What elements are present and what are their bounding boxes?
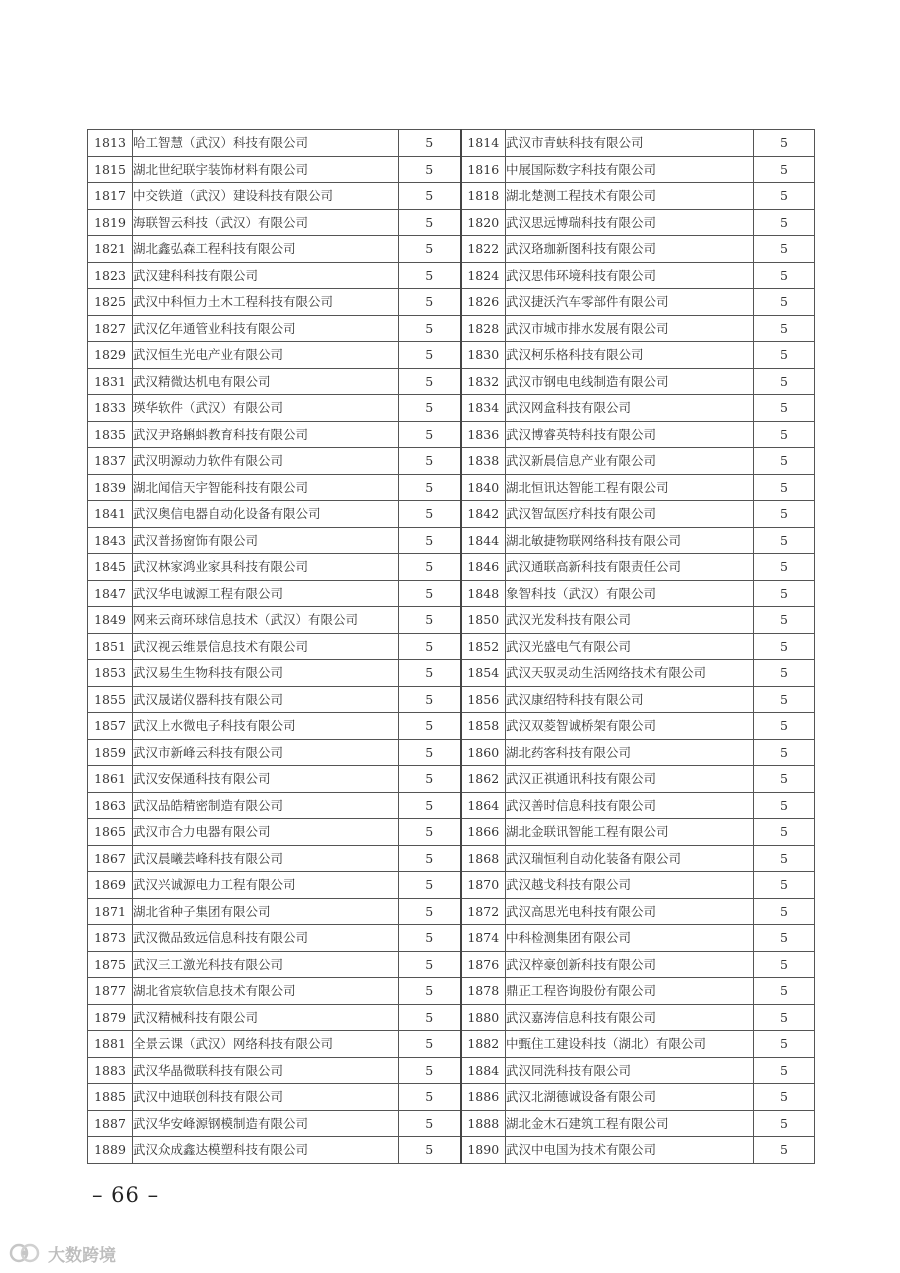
watermark-logo-icon [8, 1242, 42, 1264]
table-row [88, 342, 815, 369]
left-serial-number-cell: 1879 [88, 1004, 133, 1031]
left-company-name-cell: 武汉建科科技有限公司 [133, 262, 399, 289]
right-score-cell: 5 [754, 660, 815, 687]
right-score-cell: 5 [754, 501, 815, 528]
left-company-name-cell: 全景云课（武汉）网络科技有限公司 [133, 1031, 399, 1058]
right-company-name-cell: 武汉瑞恒利自动化装备有限公司 [506, 845, 754, 872]
right-serial-number-cell: 1816 [461, 156, 506, 183]
left-score-cell: 5 [399, 633, 461, 660]
company-table [87, 129, 815, 1164]
right-company-name-cell: 武汉珞珈新图科技有限公司 [506, 236, 754, 263]
watermark-text: 大数跨境 [48, 1245, 116, 1266]
left-company-name-cell: 武汉奥信电器自动化设备有限公司 [133, 501, 399, 528]
left-score-cell: 5 [399, 819, 461, 846]
right-score-cell: 5 [754, 395, 815, 422]
right-score-cell: 5 [754, 1057, 815, 1084]
table-row [88, 713, 815, 740]
left-score-cell: 5 [399, 315, 461, 342]
left-company-name-cell: 武汉明源动力软件有限公司 [133, 448, 399, 475]
left-serial-number-cell: 1851 [88, 633, 133, 660]
right-serial-number-cell: 1860 [461, 739, 506, 766]
table-row [88, 898, 815, 925]
left-serial-number-cell: 1835 [88, 421, 133, 448]
right-score-cell: 5 [754, 183, 815, 210]
right-score-cell: 5 [754, 792, 815, 819]
table-row [88, 209, 815, 236]
left-score-cell: 5 [399, 686, 461, 713]
right-serial-number-cell: 1852 [461, 633, 506, 660]
right-company-name-cell: 中展国际数字科技有限公司 [506, 156, 754, 183]
right-serial-number-cell: 1886 [461, 1084, 506, 1111]
left-serial-number-cell: 1847 [88, 580, 133, 607]
left-score-cell: 5 [399, 474, 461, 501]
left-company-name-cell: 瑛华软件（武汉）有限公司 [133, 395, 399, 422]
left-serial-number-cell: 1819 [88, 209, 133, 236]
left-company-name-cell: 武汉恒生光电产业有限公司 [133, 342, 399, 369]
left-company-name-cell: 中交铁道（武汉）建设科技有限公司 [133, 183, 399, 210]
left-company-name-cell: 武汉华电诚源工程有限公司 [133, 580, 399, 607]
left-company-name-cell: 武汉视云维景信息技术有限公司 [133, 633, 399, 660]
right-score-cell: 5 [754, 580, 815, 607]
left-company-name-cell: 武汉尹珞蝌蚪教育科技有限公司 [133, 421, 399, 448]
left-score-cell: 5 [399, 130, 461, 157]
right-score-cell: 5 [754, 978, 815, 1005]
left-serial-number-cell: 1863 [88, 792, 133, 819]
left-serial-number-cell: 1843 [88, 527, 133, 554]
left-company-name-cell: 湖北省种子集团有限公司 [133, 898, 399, 925]
right-score-cell: 5 [754, 209, 815, 236]
left-serial-number-cell: 1871 [88, 898, 133, 925]
right-company-name-cell: 武汉善时信息科技有限公司 [506, 792, 754, 819]
left-score-cell: 5 [399, 448, 461, 475]
right-company-name-cell: 武汉网盒科技有限公司 [506, 395, 754, 422]
right-company-name-cell: 武汉正祺通讯科技有限公司 [506, 766, 754, 793]
right-serial-number-cell: 1838 [461, 448, 506, 475]
right-company-name-cell: 武汉同洗科技有限公司 [506, 1057, 754, 1084]
table-row [88, 1004, 815, 1031]
left-score-cell: 5 [399, 236, 461, 263]
right-score-cell: 5 [754, 1110, 815, 1137]
left-score-cell: 5 [399, 925, 461, 952]
table-row [88, 925, 815, 952]
right-company-name-cell: 武汉光发科技有限公司 [506, 607, 754, 634]
right-score-cell: 5 [754, 315, 815, 342]
table-row [88, 872, 815, 899]
right-company-name-cell: 武汉越戈科技有限公司 [506, 872, 754, 899]
left-company-name-cell: 湖北闻信天宇智能科技有限公司 [133, 474, 399, 501]
table-row [88, 527, 815, 554]
right-company-name-cell: 中科检测集团有限公司 [506, 925, 754, 952]
right-company-name-cell: 湖北恒讯达智能工程有限公司 [506, 474, 754, 501]
table-row [88, 766, 815, 793]
left-company-name-cell: 湖北鑫弘森工程科技有限公司 [133, 236, 399, 263]
table-row [88, 978, 815, 1005]
left-serial-number-cell: 1857 [88, 713, 133, 740]
table-row [88, 633, 815, 660]
right-score-cell: 5 [754, 872, 815, 899]
table-row [88, 1084, 815, 1111]
right-serial-number-cell: 1868 [461, 845, 506, 872]
right-score-cell: 5 [754, 421, 815, 448]
right-company-name-cell: 武汉通联高新科技有限责任公司 [506, 554, 754, 581]
right-serial-number-cell: 1858 [461, 713, 506, 740]
right-company-name-cell: 武汉光盛电气有限公司 [506, 633, 754, 660]
right-serial-number-cell: 1824 [461, 262, 506, 289]
table-row [88, 315, 815, 342]
right-serial-number-cell: 1880 [461, 1004, 506, 1031]
right-score-cell: 5 [754, 819, 815, 846]
right-serial-number-cell: 1846 [461, 554, 506, 581]
left-company-name-cell: 武汉三工激光科技有限公司 [133, 951, 399, 978]
right-serial-number-cell: 1836 [461, 421, 506, 448]
right-score-cell: 5 [754, 607, 815, 634]
right-score-cell: 5 [754, 1084, 815, 1111]
left-score-cell: 5 [399, 607, 461, 634]
left-score-cell: 5 [399, 660, 461, 687]
right-serial-number-cell: 1830 [461, 342, 506, 369]
left-score-cell: 5 [399, 739, 461, 766]
left-score-cell: 5 [399, 395, 461, 422]
left-company-name-cell: 武汉上水微电子科技有限公司 [133, 713, 399, 740]
left-company-name-cell: 武汉安保通科技有限公司 [133, 766, 399, 793]
right-score-cell: 5 [754, 448, 815, 475]
right-serial-number-cell: 1878 [461, 978, 506, 1005]
left-company-name-cell: 网来云商环球信息技术（武汉）有限公司 [133, 607, 399, 634]
left-company-name-cell: 武汉品皓精密制造有限公司 [133, 792, 399, 819]
left-serial-number-cell: 1831 [88, 368, 133, 395]
left-company-name-cell: 武汉中迪联创科技有限公司 [133, 1084, 399, 1111]
right-company-name-cell: 武汉康绍特科技有限公司 [506, 686, 754, 713]
left-score-cell: 5 [399, 156, 461, 183]
table-row [88, 130, 815, 157]
left-serial-number-cell: 1833 [88, 395, 133, 422]
left-serial-number-cell: 1869 [88, 872, 133, 899]
right-company-name-cell: 象智科技（武汉）有限公司 [506, 580, 754, 607]
right-serial-number-cell: 1856 [461, 686, 506, 713]
left-score-cell: 5 [399, 580, 461, 607]
left-company-name-cell: 武汉微品致远信息科技有限公司 [133, 925, 399, 952]
left-serial-number-cell: 1825 [88, 289, 133, 316]
table-row [88, 554, 815, 581]
left-serial-number-cell: 1839 [88, 474, 133, 501]
right-score-cell: 5 [754, 130, 815, 157]
table-row [88, 739, 815, 766]
left-company-name-cell: 武汉中科恒力土木工程科技有限公司 [133, 289, 399, 316]
right-score-cell: 5 [754, 1137, 815, 1164]
right-company-name-cell: 湖北金联讯智能工程有限公司 [506, 819, 754, 846]
right-serial-number-cell: 1884 [461, 1057, 506, 1084]
left-company-name-cell: 武汉普扬窗饰有限公司 [133, 527, 399, 554]
right-serial-number-cell: 1840 [461, 474, 506, 501]
left-score-cell: 5 [399, 1004, 461, 1031]
left-score-cell: 5 [399, 845, 461, 872]
right-company-name-cell: 武汉捷沃汽车零部件有限公司 [506, 289, 754, 316]
right-company-name-cell: 湖北药客科技有限公司 [506, 739, 754, 766]
left-company-name-cell: 武汉林家鸿业家具科技有限公司 [133, 554, 399, 581]
company-table-body [88, 130, 815, 1164]
left-serial-number-cell: 1837 [88, 448, 133, 475]
right-company-name-cell: 湖北金木石建筑工程有限公司 [506, 1110, 754, 1137]
left-company-name-cell: 武汉华晶微联科技有限公司 [133, 1057, 399, 1084]
left-score-cell: 5 [399, 527, 461, 554]
right-company-name-cell: 武汉天驭灵动生活网络技术有限公司 [506, 660, 754, 687]
right-company-name-cell: 湖北楚测工程技术有限公司 [506, 183, 754, 210]
left-score-cell: 5 [399, 766, 461, 793]
left-score-cell: 5 [399, 898, 461, 925]
table-row [88, 1031, 815, 1058]
left-company-name-cell: 武汉易生生物科技有限公司 [133, 660, 399, 687]
table-row [88, 289, 815, 316]
left-company-name-cell: 湖北省宸软信息技术有限公司 [133, 978, 399, 1005]
left-score-cell: 5 [399, 872, 461, 899]
right-company-name-cell: 武汉博睿英特科技有限公司 [506, 421, 754, 448]
left-score-cell: 5 [399, 978, 461, 1005]
right-company-name-cell: 武汉智氙医疗科技有限公司 [506, 501, 754, 528]
right-company-name-cell: 武汉北湖德诚设备有限公司 [506, 1084, 754, 1111]
table-row [88, 951, 815, 978]
left-score-cell: 5 [399, 501, 461, 528]
left-score-cell: 5 [399, 1084, 461, 1111]
left-score-cell: 5 [399, 209, 461, 236]
left-serial-number-cell: 1873 [88, 925, 133, 952]
right-score-cell: 5 [754, 554, 815, 581]
left-company-name-cell: 武汉华安峰源钢模制造有限公司 [133, 1110, 399, 1137]
right-score-cell: 5 [754, 1031, 815, 1058]
right-serial-number-cell: 1848 [461, 580, 506, 607]
right-serial-number-cell: 1866 [461, 819, 506, 846]
right-serial-number-cell: 1818 [461, 183, 506, 210]
right-serial-number-cell: 1834 [461, 395, 506, 422]
table-row [88, 156, 815, 183]
left-company-name-cell: 武汉晟诺仪器科技有限公司 [133, 686, 399, 713]
left-serial-number-cell: 1841 [88, 501, 133, 528]
right-serial-number-cell: 1814 [461, 130, 506, 157]
right-score-cell: 5 [754, 156, 815, 183]
right-serial-number-cell: 1822 [461, 236, 506, 263]
left-serial-number-cell: 1827 [88, 315, 133, 342]
left-serial-number-cell: 1881 [88, 1031, 133, 1058]
left-company-name-cell: 武汉精械科技有限公司 [133, 1004, 399, 1031]
right-serial-number-cell: 1850 [461, 607, 506, 634]
right-company-name-cell: 武汉市城市排水发展有限公司 [506, 315, 754, 342]
right-score-cell: 5 [754, 713, 815, 740]
left-serial-number-cell: 1855 [88, 686, 133, 713]
right-score-cell: 5 [754, 289, 815, 316]
page-number: – 66 – [92, 1183, 160, 1207]
left-score-cell: 5 [399, 289, 461, 316]
left-score-cell: 5 [399, 183, 461, 210]
left-score-cell: 5 [399, 342, 461, 369]
right-company-name-cell: 武汉思远博瑞科技有限公司 [506, 209, 754, 236]
left-serial-number-cell: 1821 [88, 236, 133, 263]
left-score-cell: 5 [399, 1137, 461, 1164]
left-serial-number-cell: 1867 [88, 845, 133, 872]
right-score-cell: 5 [754, 686, 815, 713]
left-company-name-cell: 武汉市新峰云科技有限公司 [133, 739, 399, 766]
left-company-name-cell: 武汉众成鑫达模塑科技有限公司 [133, 1137, 399, 1164]
right-company-name-cell: 武汉思伟环境科技有限公司 [506, 262, 754, 289]
table-row [88, 792, 815, 819]
right-score-cell: 5 [754, 845, 815, 872]
left-serial-number-cell: 1823 [88, 262, 133, 289]
table-row [88, 395, 815, 422]
right-score-cell: 5 [754, 368, 815, 395]
right-company-name-cell: 武汉柯乐格科技有限公司 [506, 342, 754, 369]
left-serial-number-cell: 1845 [88, 554, 133, 581]
right-score-cell: 5 [754, 739, 815, 766]
right-serial-number-cell: 1870 [461, 872, 506, 899]
right-serial-number-cell: 1854 [461, 660, 506, 687]
left-serial-number-cell: 1865 [88, 819, 133, 846]
left-serial-number-cell: 1853 [88, 660, 133, 687]
right-serial-number-cell: 1872 [461, 898, 506, 925]
table-row [88, 421, 815, 448]
right-company-name-cell: 武汉高思光电科技有限公司 [506, 898, 754, 925]
watermark [8, 1240, 116, 1266]
left-serial-number-cell: 1877 [88, 978, 133, 1005]
right-company-name-cell: 中甄住工建设科技（湖北）有限公司 [506, 1031, 754, 1058]
right-serial-number-cell: 1876 [461, 951, 506, 978]
left-score-cell: 5 [399, 792, 461, 819]
left-score-cell: 5 [399, 1057, 461, 1084]
right-company-name-cell: 武汉市青蚨科技有限公司 [506, 130, 754, 157]
table-row [88, 183, 815, 210]
left-company-name-cell: 武汉亿年通管业科技有限公司 [133, 315, 399, 342]
left-company-name-cell: 武汉晨曦芸峰科技有限公司 [133, 845, 399, 872]
left-score-cell: 5 [399, 421, 461, 448]
left-serial-number-cell: 1849 [88, 607, 133, 634]
table-row [88, 845, 815, 872]
right-company-name-cell: 湖北敏捷物联网络科技有限公司 [506, 527, 754, 554]
right-company-name-cell: 武汉新晨信息产业有限公司 [506, 448, 754, 475]
table-row [88, 607, 815, 634]
right-serial-number-cell: 1844 [461, 527, 506, 554]
left-serial-number-cell: 1887 [88, 1110, 133, 1137]
right-score-cell: 5 [754, 342, 815, 369]
table-row [88, 1110, 815, 1137]
right-serial-number-cell: 1888 [461, 1110, 506, 1137]
right-company-name-cell: 武汉双菱智诚桥架有限公司 [506, 713, 754, 740]
left-company-name-cell: 武汉兴诚源电力工程有限公司 [133, 872, 399, 899]
right-score-cell: 5 [754, 925, 815, 952]
table-row [88, 660, 815, 687]
left-score-cell: 5 [399, 368, 461, 395]
left-company-name-cell: 武汉精微达机电有限公司 [133, 368, 399, 395]
table-row [88, 1137, 815, 1164]
right-serial-number-cell: 1832 [461, 368, 506, 395]
left-score-cell: 5 [399, 713, 461, 740]
right-company-name-cell: 武汉市钢电电线制造有限公司 [506, 368, 754, 395]
left-serial-number-cell: 1817 [88, 183, 133, 210]
table-row [88, 368, 815, 395]
table-row [88, 501, 815, 528]
right-score-cell: 5 [754, 951, 815, 978]
left-company-name-cell: 海联智云科技（武汉）有限公司 [133, 209, 399, 236]
left-score-cell: 5 [399, 1110, 461, 1137]
right-score-cell: 5 [754, 898, 815, 925]
right-serial-number-cell: 1890 [461, 1137, 506, 1164]
table-row [88, 819, 815, 846]
left-company-name-cell: 哈工智慧（武汉）科技有限公司 [133, 130, 399, 157]
right-serial-number-cell: 1826 [461, 289, 506, 316]
left-serial-number-cell: 1813 [88, 130, 133, 157]
right-company-name-cell: 武汉嘉涛信息科技有限公司 [506, 1004, 754, 1031]
right-score-cell: 5 [754, 633, 815, 660]
right-serial-number-cell: 1828 [461, 315, 506, 342]
right-score-cell: 5 [754, 527, 815, 554]
left-score-cell: 5 [399, 554, 461, 581]
right-serial-number-cell: 1864 [461, 792, 506, 819]
right-company-name-cell: 鼎正工程咨询股份有限公司 [506, 978, 754, 1005]
table-row [88, 448, 815, 475]
right-score-cell: 5 [754, 474, 815, 501]
right-serial-number-cell: 1842 [461, 501, 506, 528]
left-serial-number-cell: 1815 [88, 156, 133, 183]
left-serial-number-cell: 1883 [88, 1057, 133, 1084]
left-company-name-cell: 湖北世纪联宇装饰材料有限公司 [133, 156, 399, 183]
right-serial-number-cell: 1874 [461, 925, 506, 952]
table-row [88, 686, 815, 713]
left-score-cell: 5 [399, 262, 461, 289]
table-row [88, 236, 815, 263]
left-serial-number-cell: 1875 [88, 951, 133, 978]
right-company-name-cell: 武汉中电国为技术有限公司 [506, 1137, 754, 1164]
left-serial-number-cell: 1885 [88, 1084, 133, 1111]
left-company-name-cell: 武汉市合力电器有限公司 [133, 819, 399, 846]
table-row [88, 1057, 815, 1084]
right-score-cell: 5 [754, 766, 815, 793]
right-serial-number-cell: 1862 [461, 766, 506, 793]
right-score-cell: 5 [754, 236, 815, 263]
right-score-cell: 5 [754, 262, 815, 289]
table-row [88, 580, 815, 607]
left-score-cell: 5 [399, 951, 461, 978]
table-row [88, 474, 815, 501]
left-serial-number-cell: 1889 [88, 1137, 133, 1164]
left-score-cell: 5 [399, 1031, 461, 1058]
table-row [88, 262, 815, 289]
right-company-name-cell: 武汉梓豪创新科技有限公司 [506, 951, 754, 978]
left-serial-number-cell: 1861 [88, 766, 133, 793]
right-serial-number-cell: 1820 [461, 209, 506, 236]
left-serial-number-cell: 1859 [88, 739, 133, 766]
right-score-cell: 5 [754, 1004, 815, 1031]
right-serial-number-cell: 1882 [461, 1031, 506, 1058]
left-serial-number-cell: 1829 [88, 342, 133, 369]
